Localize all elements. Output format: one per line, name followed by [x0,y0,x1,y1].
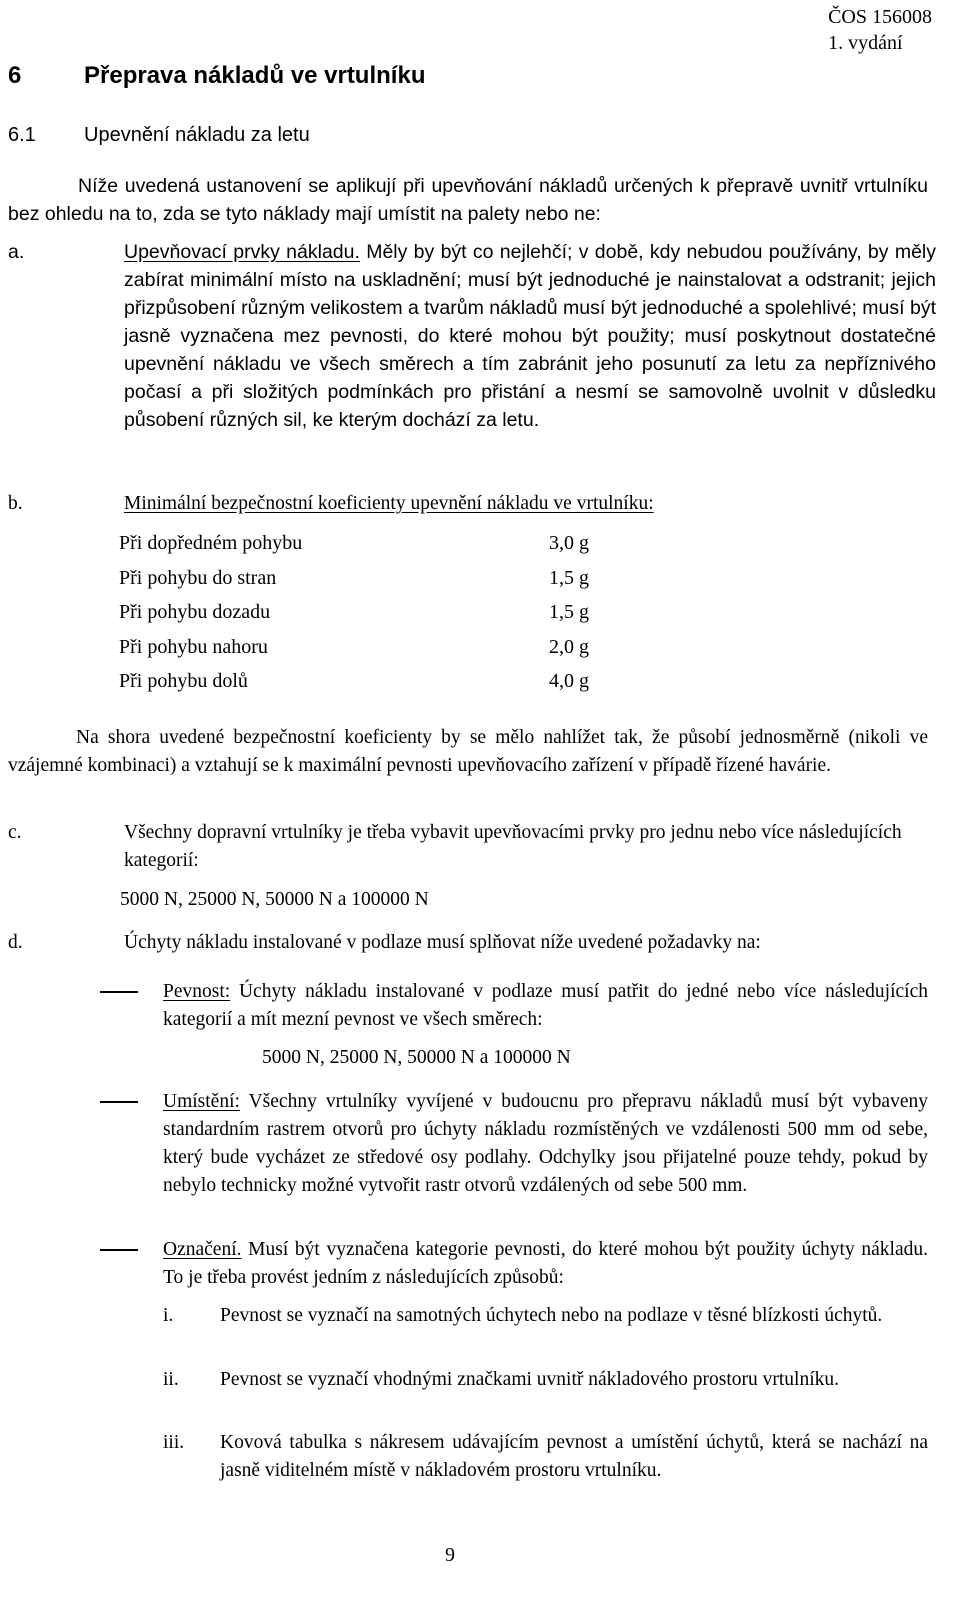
section-heading [8,62,425,90]
subsection-heading [8,124,310,147]
subsection-number: 6.1 [8,124,36,146]
subsection-title: Upevnění nákladu za letu [84,124,310,146]
dash-bullet [100,991,138,993]
item-a-label: a. [8,241,25,263]
item-c-label: c. [8,822,22,843]
coefficient-name: Při pohybu dozadu [119,601,271,623]
item-b-label: b. [8,493,23,514]
item-b [8,490,938,520]
dash-bullet [100,1101,138,1103]
dash-bullet [100,1249,138,1251]
requirement-placement [0,1088,930,1233]
item-c-categories: 5000 N, 25000 N, 50000 N a 100000 N [120,889,429,910]
document-code: ČOS 156008 [828,6,932,28]
item-c [8,819,938,879]
item-a-text [124,238,936,434]
item-d-label: d. [8,932,23,953]
coefficient-name: Při pohybu do stran [119,566,277,589]
coefficient-value: 4,0 g [549,670,589,692]
requirement-marking-heading: Označení. [163,1239,242,1260]
marking-option-label: iii. [163,1432,185,1453]
requirement-strength-categories: 5000 N, 25000 N, 50000 N a 100000 N [262,1047,571,1068]
coefficient-value: 1,5 g [549,566,589,589]
item-c-text: Všechny dopravní vrtulníky je třeba vybavit upevňovacími prvky pro jednu nebo více následujících kategorií: [124,822,902,871]
section-number: 6 [8,62,22,89]
marking-option [0,1302,930,1362]
item-d-text: Úchyty nákladu instalované v podlaze musí splňovat níže uvedené požadavky na: [124,932,761,953]
marking-option-text: Pevnost se vyznačí vhodnými značkami uvnitř nákladového prostoru vrtulníku. [220,1369,840,1390]
item-a-heading: Upevňovací prvky nákladu. [124,241,360,263]
page-number: 9 [445,1544,455,1566]
note-paragraph: Na shora uvedené bezpečnostní koeficienty by se mělo nahlížet tak, že působí jednosměrně (nikoli ve vzájemné kombinaci) a vztahují se k maximální pevnosti upevňovacího zařízení v případě řízené havárie. [8,727,928,776]
coefficient-name: Při dopředném pohybu [119,532,303,554]
document-header [828,4,932,56]
coefficient-name: Při pohybu dolů [119,670,248,692]
section-title: Přeprava nákladů ve vrtulníku [84,62,426,89]
coefficient-value: 1,5 g [549,601,589,623]
coefficient-value: 3,0 g [549,532,589,554]
marking-option-text: Kovová tabulka s nákresem udávajícím pevnost a umístění úchytů, která se nachází na jasně viditelném místě v nákladovém prostoru vrtulníku. [220,1432,928,1481]
marking-option-label: ii. [163,1369,179,1390]
item-b-heading: Minimální bezpečnostní koeficienty upevnění nákladu ve vrtulníku: [124,493,654,514]
coefficient-name: Při pohybu nahoru [119,635,268,658]
intro-paragraph: Níže uvedená ustanovení se aplikují při upevňování nákladů určených k přepravě uvnitř vrtulníku bez ohledu na to, zda se tyto náklady mají umístit na palety nebo ne: [8,175,928,225]
coefficient-value: 2,0 g [549,635,589,658]
requirement-strength-heading: Pevnost: [163,981,231,1002]
item-d [8,929,938,959]
marking-option [0,1429,930,1489]
marking-option-label: i. [163,1305,174,1326]
item-a [8,238,938,468]
marking-option-text: Pevnost se vyznačí na samotných úchytech nebo na podlaze v těsné blízkosti úchytů. [220,1305,883,1326]
requirement-marking [0,1236,930,1296]
requirement-strength-text: Pevnost: Úchyty nákladu instalované v podlaze musí patřit do jedné nebo více následujících kategorií a mít mezní pevnost ve všech směrech: [163,981,928,1030]
marking-option [0,1366,930,1426]
requirement-placement-heading: Umístění: [163,1091,240,1112]
document-edition: 1. vydání [828,32,903,54]
item-a-body: Měly by být co nejlehčí; v době, kdy nebudou používány, by měly zabírat minimální místo na uskladnění; musí být jednoduché je nainstalovat a odstranit; jejich přizpůsobení různým velikostem a tvarům nákladů musí být jednoduché a spolehlivé; musí být jasně vyznačena mez pevnosti, do které mohou být použity; musí poskytnout dostatečné upevnění nákladu ve všech směrech a tím zabránit jeho posunutí za letu za nepříznivého počasí a při složitých podmínkách pro přistání a nesmí se samovolně uvolnit v důsledku působení různých sil, ke kterým dochází za letu. [124,241,937,431]
requirement-placement-text: Umístění: Všechny vrtulníky vyvíjené v budoucnu pro přepravu nákladů musí být vybaveny standardním rastrem otvorů pro úchyty nákladu rozmístěných ve vzdálenosti 500 mm od sebe, který bude vycházet ze středové osy podlahy. Odchylky jsou přijatelné pouze tehdy, pokud by nebylo technicky možné vytvořit rastr otvorů vzdálených od sebe 500 mm. [163,1091,928,1196]
requirement-marking-text: Označení. Musí být vyznačena kategorie pevnosti, do které mohou být použity úchyty nákladu. To je třeba provést jedním z následujících způsobů: [163,1239,928,1288]
requirement-strength [0,978,930,1038]
